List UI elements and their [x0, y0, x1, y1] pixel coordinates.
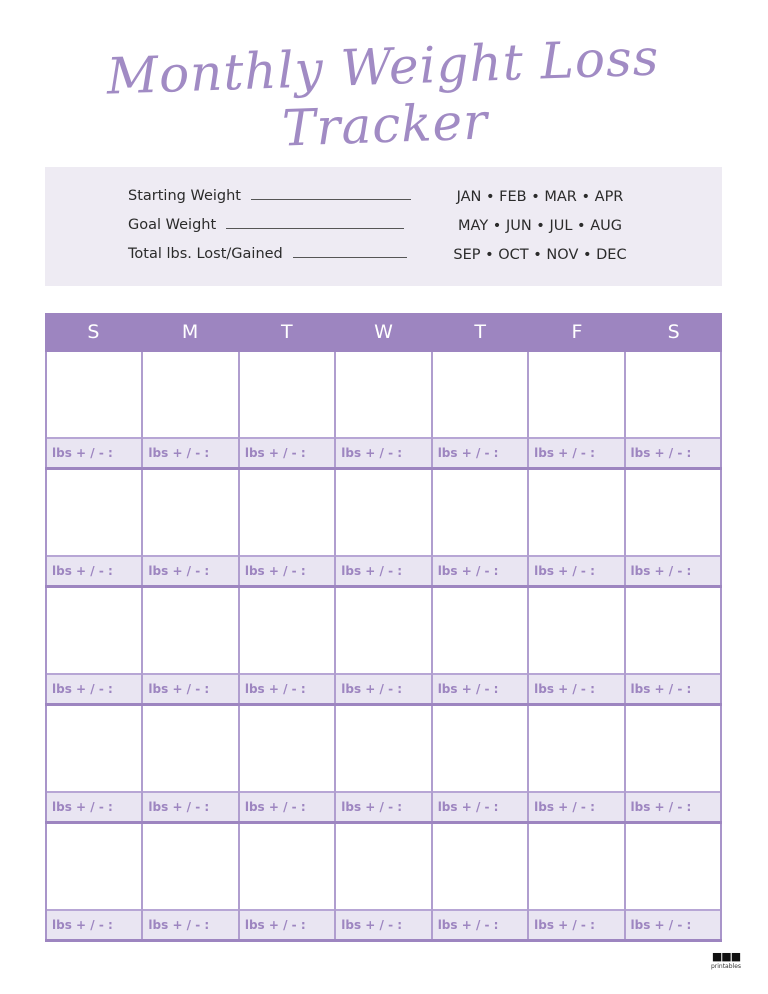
months-row-2[interactable]: MAY • JUN • JUL • AUG — [458, 218, 622, 234]
day-cell[interactable] — [624, 352, 722, 467]
lbs-change-field[interactable]: lbs + / - : — [143, 909, 237, 939]
lbs-change-field[interactable]: lbs + / - : — [529, 791, 623, 821]
day-cell[interactable] — [624, 470, 722, 585]
day-notes-area[interactable] — [47, 352, 141, 437]
lbs-change-field[interactable]: lbs + / - : — [336, 909, 430, 939]
day-cell[interactable] — [238, 706, 334, 821]
week-row — [45, 588, 722, 706]
day-cell[interactable] — [45, 706, 141, 821]
day-notes-area[interactable] — [47, 588, 141, 673]
total-lost-gained-line[interactable] — [293, 256, 407, 258]
starting-weight-label: Starting Weight — [128, 188, 241, 204]
day-notes-area[interactable] — [336, 824, 430, 909]
day-cell[interactable] — [141, 824, 237, 939]
day-notes-area[interactable] — [433, 706, 527, 791]
lbs-change-field[interactable]: lbs + / - : — [336, 791, 430, 821]
calendar-grid — [45, 313, 722, 942]
day-cell[interactable] — [141, 588, 237, 703]
day-cell[interactable] — [527, 706, 623, 821]
lbs-change-field[interactable]: lbs + / - : — [529, 555, 623, 585]
lbs-change-field[interactable]: lbs + / - : — [143, 791, 237, 821]
lbs-change-field[interactable]: lbs + / - : — [47, 437, 141, 467]
lbs-change-field[interactable]: lbs + / - : — [47, 555, 141, 585]
weekday-sat: S — [667, 321, 680, 343]
day-cell[interactable] — [624, 824, 722, 939]
week-row — [45, 824, 722, 942]
weekday-fri: F — [571, 321, 583, 343]
weekday-wed: W — [374, 321, 393, 343]
day-notes-area[interactable] — [240, 588, 334, 673]
weekday-header — [45, 313, 722, 352]
lbs-change-field[interactable]: lbs + / - : — [143, 673, 237, 703]
day-cell[interactable] — [238, 588, 334, 703]
week-row — [45, 352, 722, 470]
lbs-change-field[interactable]: lbs + / - : — [433, 791, 527, 821]
lbs-change-field[interactable]: lbs + / - : — [336, 555, 430, 585]
day-notes-area[interactable] — [433, 588, 527, 673]
months-row-3[interactable]: SEP • OCT • NOV • DEC — [453, 247, 627, 263]
weekday-tue: T — [280, 321, 293, 343]
lbs-change-field[interactable]: lbs + / - : — [240, 673, 334, 703]
total-lost-gained-label: Total lbs. Lost/Gained — [128, 246, 283, 262]
day-cell[interactable] — [334, 588, 430, 703]
day-cell[interactable] — [334, 706, 430, 821]
day-notes-area[interactable] — [529, 352, 623, 437]
day-cell[interactable] — [238, 352, 334, 467]
day-notes-area[interactable] — [626, 588, 720, 673]
lbs-change-field[interactable]: lbs + / - : — [143, 437, 237, 467]
day-notes-area[interactable] — [626, 706, 720, 791]
page-title: Monthly Weight Loss Tracker — [105, 28, 661, 158]
lbs-change-field[interactable]: lbs + / - : — [529, 673, 623, 703]
goal-weight-field[interactable] — [128, 217, 404, 233]
day-cell[interactable] — [334, 352, 430, 467]
starting-weight-line[interactable] — [251, 198, 411, 200]
week-row — [45, 706, 722, 824]
lbs-change-field[interactable]: lbs + / - : — [433, 909, 527, 939]
lbs-change-field[interactable]: lbs + / - : — [143, 555, 237, 585]
day-notes-area[interactable] — [433, 352, 527, 437]
day-notes-area[interactable] — [529, 706, 623, 791]
lbs-change-field[interactable]: lbs + / - : — [336, 673, 430, 703]
lbs-change-field[interactable]: lbs + / - : — [240, 909, 334, 939]
day-cell[interactable] — [431, 588, 527, 703]
day-cell[interactable] — [45, 352, 141, 467]
day-notes-area[interactable] — [433, 470, 527, 555]
day-cell[interactable] — [431, 470, 527, 585]
day-cell[interactable] — [334, 470, 430, 585]
lbs-change-field[interactable]: lbs + / - : — [47, 673, 141, 703]
lbs-change-field[interactable]: lbs + / - : — [240, 791, 334, 821]
lbs-change-field[interactable]: lbs + / - : — [47, 909, 141, 939]
day-notes-area[interactable] — [240, 352, 334, 437]
weekday-thu: T — [474, 321, 487, 343]
week-row — [45, 470, 722, 588]
day-notes-area[interactable] — [336, 588, 430, 673]
cat-logo-icon: ■■■ — [711, 950, 741, 963]
day-notes-area[interactable] — [336, 706, 430, 791]
day-cell[interactable] — [45, 470, 141, 585]
day-notes-area[interactable] — [336, 352, 430, 437]
lbs-change-field[interactable]: lbs + / - : — [433, 555, 527, 585]
day-notes-area[interactable] — [143, 588, 237, 673]
day-cell[interactable] — [141, 706, 237, 821]
day-cell[interactable] — [431, 352, 527, 467]
lbs-change-field[interactable]: lbs + / - : — [626, 909, 720, 939]
day-cell[interactable] — [527, 352, 623, 467]
starting-weight-field[interactable] — [128, 188, 411, 204]
day-cell[interactable] — [141, 470, 237, 585]
lbs-change-field[interactable]: lbs + / - : — [529, 437, 623, 467]
day-cell[interactable] — [527, 470, 623, 585]
lbs-change-field[interactable]: lbs + / - : — [336, 437, 430, 467]
day-notes-area[interactable] — [240, 706, 334, 791]
day-notes-area[interactable] — [433, 824, 527, 909]
lbs-change-field[interactable]: lbs + / - : — [626, 555, 720, 585]
months-row-1[interactable]: JAN • FEB • MAR • APR — [456, 189, 624, 205]
day-notes-area[interactable] — [47, 706, 141, 791]
day-notes-area[interactable] — [240, 824, 334, 909]
day-notes-area[interactable] — [143, 824, 237, 909]
lbs-change-field[interactable]: lbs + / - : — [626, 673, 720, 703]
day-notes-area[interactable] — [143, 470, 237, 555]
lbs-change-field[interactable]: lbs + / - : — [626, 437, 720, 467]
weekday-mon: M — [181, 321, 199, 343]
day-cell[interactable] — [431, 824, 527, 939]
lbs-change-field[interactable]: lbs + / - : — [433, 437, 527, 467]
goal-weight-label: Goal Weight — [128, 217, 217, 233]
day-cell[interactable] — [238, 470, 334, 585]
day-cell[interactable] — [431, 706, 527, 821]
printables-logo — [708, 951, 744, 970]
lbs-change-field[interactable]: lbs + / - : — [626, 791, 720, 821]
day-notes-area[interactable] — [529, 470, 623, 555]
day-cell[interactable] — [238, 824, 334, 939]
weeks-container — [45, 352, 722, 942]
lbs-change-field[interactable]: lbs + / - : — [529, 909, 623, 939]
day-cell[interactable] — [334, 824, 430, 939]
day-cell[interactable] — [141, 352, 237, 467]
day-notes-area[interactable] — [47, 470, 141, 555]
info-panel — [45, 167, 722, 286]
goal-weight-line[interactable] — [226, 227, 404, 229]
day-cell[interactable] — [527, 588, 623, 703]
day-cell[interactable] — [45, 824, 141, 939]
total-lost-gained-field[interactable] — [128, 246, 407, 262]
weekday-sun: S — [87, 321, 100, 343]
day-notes-area[interactable] — [47, 824, 141, 909]
lbs-change-field[interactable]: lbs + / - : — [240, 555, 334, 585]
lbs-change-field[interactable]: lbs + / - : — [240, 437, 334, 467]
day-notes-area[interactable] — [143, 706, 237, 791]
day-cell[interactable] — [624, 706, 722, 821]
day-notes-area[interactable] — [626, 470, 720, 555]
day-cell[interactable] — [624, 588, 722, 703]
day-notes-area[interactable] — [626, 352, 720, 437]
day-notes-area[interactable] — [529, 588, 623, 673]
logo-text: printables — [710, 963, 742, 970]
day-cell[interactable] — [527, 824, 623, 939]
lbs-change-field[interactable]: lbs + / - : — [47, 791, 141, 821]
day-notes-area[interactable] — [626, 824, 720, 909]
day-notes-area[interactable] — [336, 470, 430, 555]
day-cell[interactable] — [45, 588, 141, 703]
day-notes-area[interactable] — [240, 470, 334, 555]
day-notes-area[interactable] — [143, 352, 237, 437]
lbs-change-field[interactable]: lbs + / - : — [433, 673, 527, 703]
day-notes-area[interactable] — [529, 824, 623, 909]
